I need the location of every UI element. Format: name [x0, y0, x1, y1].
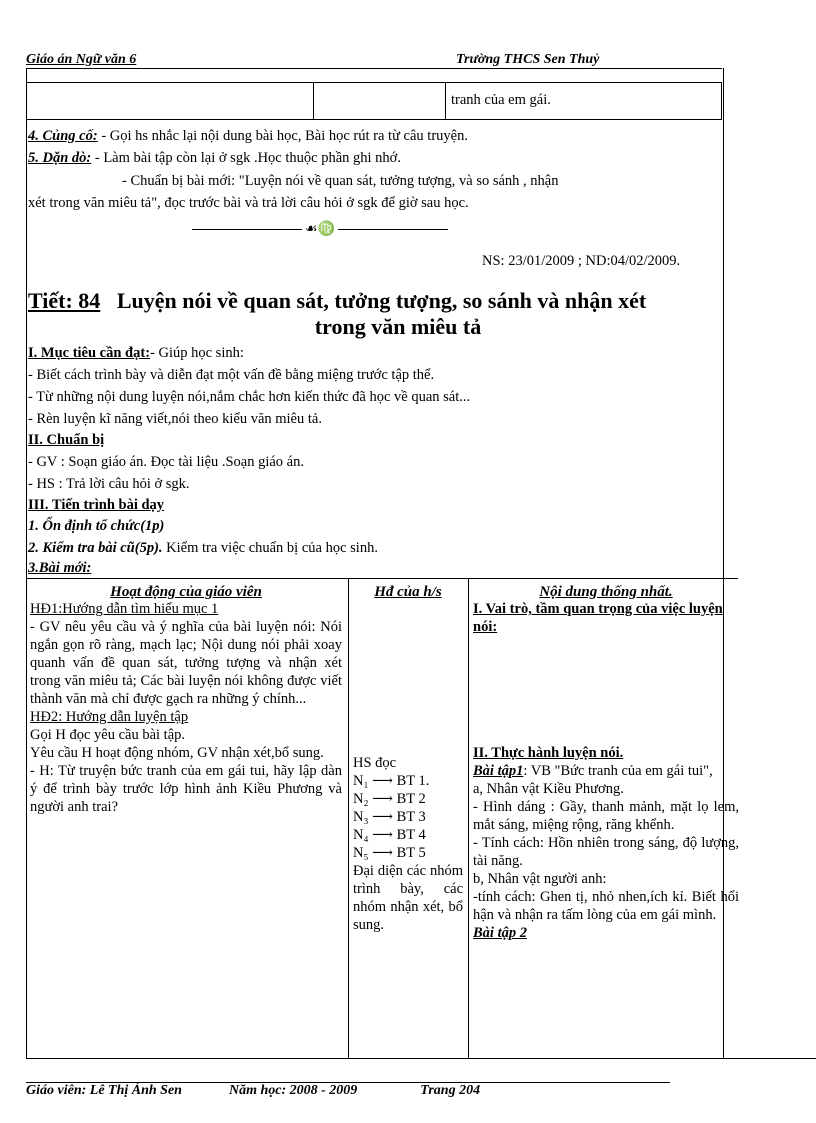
page-footer	[26, 1083, 480, 1100]
table-bottom-rule	[26, 1058, 816, 1059]
content-line: - Tính cách: Hồn nhiên trong sáng, độ lượng, tài năng.	[473, 834, 739, 869]
top-table-divider-2	[445, 83, 446, 119]
student-column	[348, 579, 463, 1059]
separator-line-right	[338, 229, 448, 230]
student-column-header: Hđ của h/s	[374, 584, 442, 600]
lesson-title	[28, 288, 748, 341]
student-column-spacer	[353, 601, 463, 755]
objectives-heading-row	[28, 345, 244, 362]
exercise-1-label: Bài tập1	[473, 762, 524, 779]
footer-page: Trang 204	[420, 1083, 481, 1098]
content-section-2: II. Thực hành luyện nói.	[473, 744, 624, 761]
header-school: Trường THCS Sen Thuỷ	[456, 52, 600, 67]
student-text: Đại diện các nhóm trình bày, các nhóm nhận xét, bổ sung.	[353, 862, 463, 933]
section-5-prep-2: xét trong văn miêu tả", đọc trước bài và trả lời câu hỏi ở sgk để giờ sau học.	[28, 195, 469, 211]
process-step-2	[28, 540, 378, 557]
exercise-1	[473, 763, 739, 781]
section-4	[28, 128, 468, 145]
process-step-3: 3.Bài mới:	[28, 560, 92, 576]
content-line: - Hình dáng : Gầy, thanh mảnh, mặt lọ lem, mắt sáng, miệng rộng, răng khểnh.	[473, 798, 739, 833]
lesson-table	[26, 578, 738, 1059]
separator-ornament: ☙♍	[305, 222, 335, 237]
teacher-column	[30, 579, 342, 1059]
teacher-activity-2: HĐ2: Hướng dẫn luyện tập	[30, 708, 189, 725]
content-line: b, Nhân vật người anh:	[473, 870, 607, 887]
content-section-1: I. Vai trò, tầm quan trọng của việc luyện nói:	[473, 601, 723, 635]
top-table-divider-1	[313, 83, 314, 119]
group-assignment: N₂ ⟶ BT 2	[353, 790, 426, 807]
objectives-heading: I. Mục tiêu cần đạt:	[28, 345, 151, 361]
footer-teacher: Giáo viên: Lê Thị Ánh Sen	[26, 1083, 182, 1098]
section-separator	[170, 222, 470, 239]
top-table	[26, 82, 722, 120]
teacher-activity-1: HĐ1:Hướng dẫn tìm hiểu mục 1	[30, 601, 219, 617]
exercise-1-text: : VB "Bức tranh của em gái tui",	[523, 762, 713, 779]
preparation-item: - GV : Soạn giáo án. Đọc tài liệu .Soạn giáo án.	[28, 454, 304, 470]
objectives-intro: - Giúp học sinh:	[150, 345, 244, 361]
content-column-spacer	[473, 637, 739, 745]
section-4-label: 4. Củng cố:	[28, 128, 98, 144]
content-line: a, Nhân vật Kiều Phương.	[473, 780, 624, 797]
page-header	[26, 52, 722, 69]
content-column	[468, 579, 739, 1059]
process-step-2-text: Kiểm tra việc chuẩn bị của học sinh.	[162, 540, 378, 556]
section-5-prep-1: - Chuẩn bị bài mới: "Luyện nói về quan sát, tưởng tượng, và so sánh , nhận	[122, 173, 559, 189]
teacher-column-header: Hoạt động của giáo viên	[110, 584, 262, 600]
content-line: -tính cách: Ghen tị, nhỏ nhen,ích kỉ. Biết hối hận và nhận ra tấm lòng của em gái mình.	[473, 888, 739, 923]
group-assignment: N₁ ⟶ BT 1.	[353, 772, 430, 789]
lesson-dates: NS: 23/01/2009 ; ND:04/02/2009.	[482, 253, 681, 269]
section-5-text: - Làm bài tập còn lại ở sgk .Học thuộc phần ghi nhớ.	[91, 150, 401, 166]
lesson-title-text: Luyện nói về quan sát, tưởng tượng, so sánh và nhận xét	[116, 288, 647, 313]
section-5-label: 5. Dặn dò:	[28, 150, 92, 166]
group-assignment: N₄ ⟶ BT 4	[353, 826, 426, 843]
lesson-number: Tiết: 84	[28, 288, 101, 313]
header-subject: Giáo án Ngữ văn 6	[26, 52, 137, 67]
teacher-text: Gọi H đọc yêu cầu bài tập.	[30, 726, 186, 743]
process-step-1: 1. Ổn định tổ chức(1p)	[28, 518, 165, 534]
footer-year: Năm học: 2008 - 2009	[228, 1083, 358, 1098]
group-assignment: N₅ ⟶ BT 5	[353, 844, 426, 861]
process-heading: III. Tiến trình bài dạy	[28, 497, 165, 513]
preparation-item: - HS : Trả lời câu hỏi ở sgk.	[28, 476, 190, 492]
top-table-cell-3: tranh của em gái.	[451, 92, 551, 108]
teacher-text: Yêu cầu H hoạt động nhóm, GV nhận xét,bổ sung.	[30, 744, 324, 761]
lesson-title-line-2: trong văn miêu tả	[314, 314, 482, 340]
exercise-2-label: Bài tập 2	[473, 924, 527, 941]
student-text: HS đọc	[353, 755, 397, 771]
lesson-title-line-1	[28, 288, 748, 314]
teacher-text: - H: Từ truyện bức tranh của em gái tui, hãy lập dàn ý để trình bày trước lớp hình ảnh Kiều Phương và người anh trai?	[30, 762, 342, 815]
teacher-text: - GV nêu yêu cầu và ý nghĩa của bài luyện nói: Nói ngắn gọn rõ ràng, mạch lạc; Nội dung nói phải xoay quanh vấn đề quan sát, tưởng tượng và nhận xét trong văn miêu tả; Các bài luyện nói không được viết thành văn mà chỉ được gạch ra những ý chính...	[30, 618, 342, 707]
section-4-text: - Gọi hs nhắc lại nội dung bài học, Bài học rút ra từ câu truyện.	[97, 128, 468, 144]
group-assignment: N₃ ⟶ BT 3	[353, 808, 426, 825]
separator-line-left	[192, 229, 302, 230]
preparation-heading: II. Chuẩn bị	[28, 432, 105, 448]
content-column-header: Nội dung thống nhất.	[539, 584, 673, 600]
objective-item: - Từ những nội dung luyện nói,nắm chắc hơn kiến thức đã học về quan sát...	[28, 389, 471, 405]
objective-item: - Rèn luyện kĩ năng viết,nói theo kiểu văn miêu tả.	[28, 411, 322, 427]
process-step-2-label: 2. Kiểm tra bài cũ(5p).	[28, 540, 163, 556]
objective-item: - Biết cách trình bày và diễn đạt một vấn đề bằng miệng trước tập thể.	[28, 367, 435, 383]
section-5	[28, 150, 401, 167]
